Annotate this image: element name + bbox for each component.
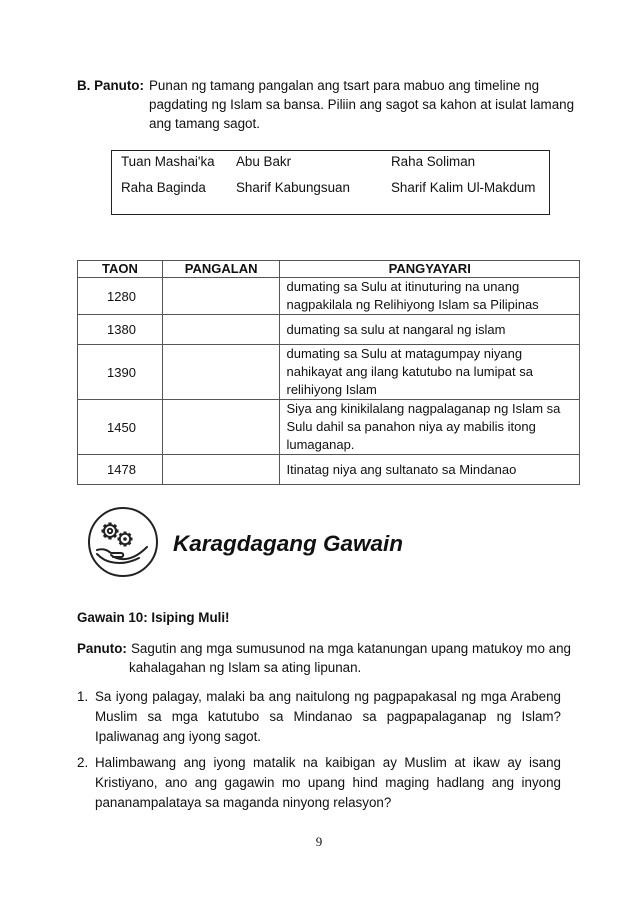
table-row — [78, 400, 580, 455]
year-cell: 1280 — [78, 278, 163, 315]
choice-option: Raha Baginda — [121, 180, 206, 195]
name-answer-cell[interactable] — [162, 278, 280, 315]
column-header-taon: TAON — [78, 261, 163, 278]
panuto-label: Panuto: — [77, 641, 127, 656]
name-answer-cell[interactable] — [162, 315, 280, 345]
event-cell — [280, 315, 580, 345]
choice-option: Abu Bakr — [236, 154, 292, 169]
choice-option: Sharif Kalim Ul-Makdum — [391, 180, 536, 195]
column-header-pangyayari: PANGYAYARI — [280, 261, 580, 278]
event-cell — [280, 455, 580, 485]
panuto-instruction-line: kahalagahan ng Islam sa ating lipunan. — [129, 660, 362, 675]
answer-choices-box — [111, 150, 550, 215]
choice-option: Raha Soliman — [391, 154, 476, 169]
page-number: 9 — [315, 834, 323, 849]
timeline-table — [77, 260, 580, 485]
section-b-label: B. Panuto: — [77, 78, 144, 93]
event-line: dumating sa Sulu at itinuturing na unang — [286, 279, 520, 294]
event-cell — [280, 400, 580, 455]
name-answer-cell[interactable] — [162, 345, 280, 400]
year-cell: 1390 — [78, 345, 163, 400]
activity-title: Gawain 10: Isiping Muli! — [77, 610, 230, 625]
question-text: Halimbawang ang iyong matalik na kaibigan ay Muslim at ikaw ay isang Kristiyano, ano ang gagawin mo upang hind maging hadlang ang inyong pananampalataya sa maganda ninyong relasyon? — [95, 755, 561, 810]
table-row — [78, 455, 580, 485]
name-answer-cell[interactable] — [162, 400, 280, 455]
choice-option: Sharif Kabungsuan — [236, 180, 350, 195]
karagdagang-gawain-heading: Karagdagang Gawain — [173, 531, 404, 556]
event-cell — [280, 345, 580, 400]
gears-in-hand-icon — [87, 506, 159, 578]
event-line: Sulu dahil sa panahon niya ay mabilis itong — [286, 419, 536, 434]
table-header-row — [78, 261, 580, 278]
table-row — [78, 278, 580, 315]
section-b-instruction-line: pagdating ng Islam sa bansa. Piliin ang sagot sa kahon at isulat lamang — [149, 97, 575, 112]
table-row — [78, 315, 580, 345]
event-line: Siya ang kinikilalang nagpalaganap ng Islam sa — [286, 401, 561, 416]
question-number: 1. — [77, 689, 89, 704]
event-line: dumating sa Sulu at matagumpay niyang — [286, 346, 523, 361]
event-line: dumating sa sulu at nangaral ng islam — [286, 321, 506, 337]
event-cell — [280, 278, 580, 315]
choice-option: Tuan Mashai'ka — [121, 154, 215, 169]
table-row — [78, 345, 580, 400]
event-line: nagpakilala ng Relihiyong Islam sa Pilipinas — [286, 297, 539, 312]
section-b-instruction-line: Punan ng tamang pangalan ang tsart para mabuo ang timeline ng — [149, 78, 540, 93]
question-text: Sa iyong palagay, malaki ba ang naitulong ng pagpapakasal ng mga Arabeng Muslim sa mga katutubo sa Mindanao sa pagpapalaganap ng Islam? Ipaliwanag ang iyong sagot. — [95, 689, 561, 744]
name-answer-cell[interactable] — [162, 455, 280, 485]
question-number: 2. — [77, 755, 89, 770]
event-line: nahikayat ang ilang katutubo na lumipat sa — [286, 364, 533, 379]
event-line: relihiyong Islam — [286, 382, 377, 397]
event-line: lumaganap. — [286, 437, 355, 452]
year-cell: 1380 — [78, 315, 163, 345]
event-line: Itinatag niya ang sultanato sa Mindanao — [286, 461, 517, 477]
year-cell: 1450 — [78, 400, 163, 455]
panuto-instruction-line: Sagutin ang mga sumusunod na mga katanungan upang matukoy mo ang — [131, 641, 571, 656]
column-header-pangalan: PANGALAN — [162, 261, 280, 278]
year-cell: 1478 — [78, 455, 163, 485]
section-b-instruction-line: ang tamang sagot. — [149, 116, 260, 131]
